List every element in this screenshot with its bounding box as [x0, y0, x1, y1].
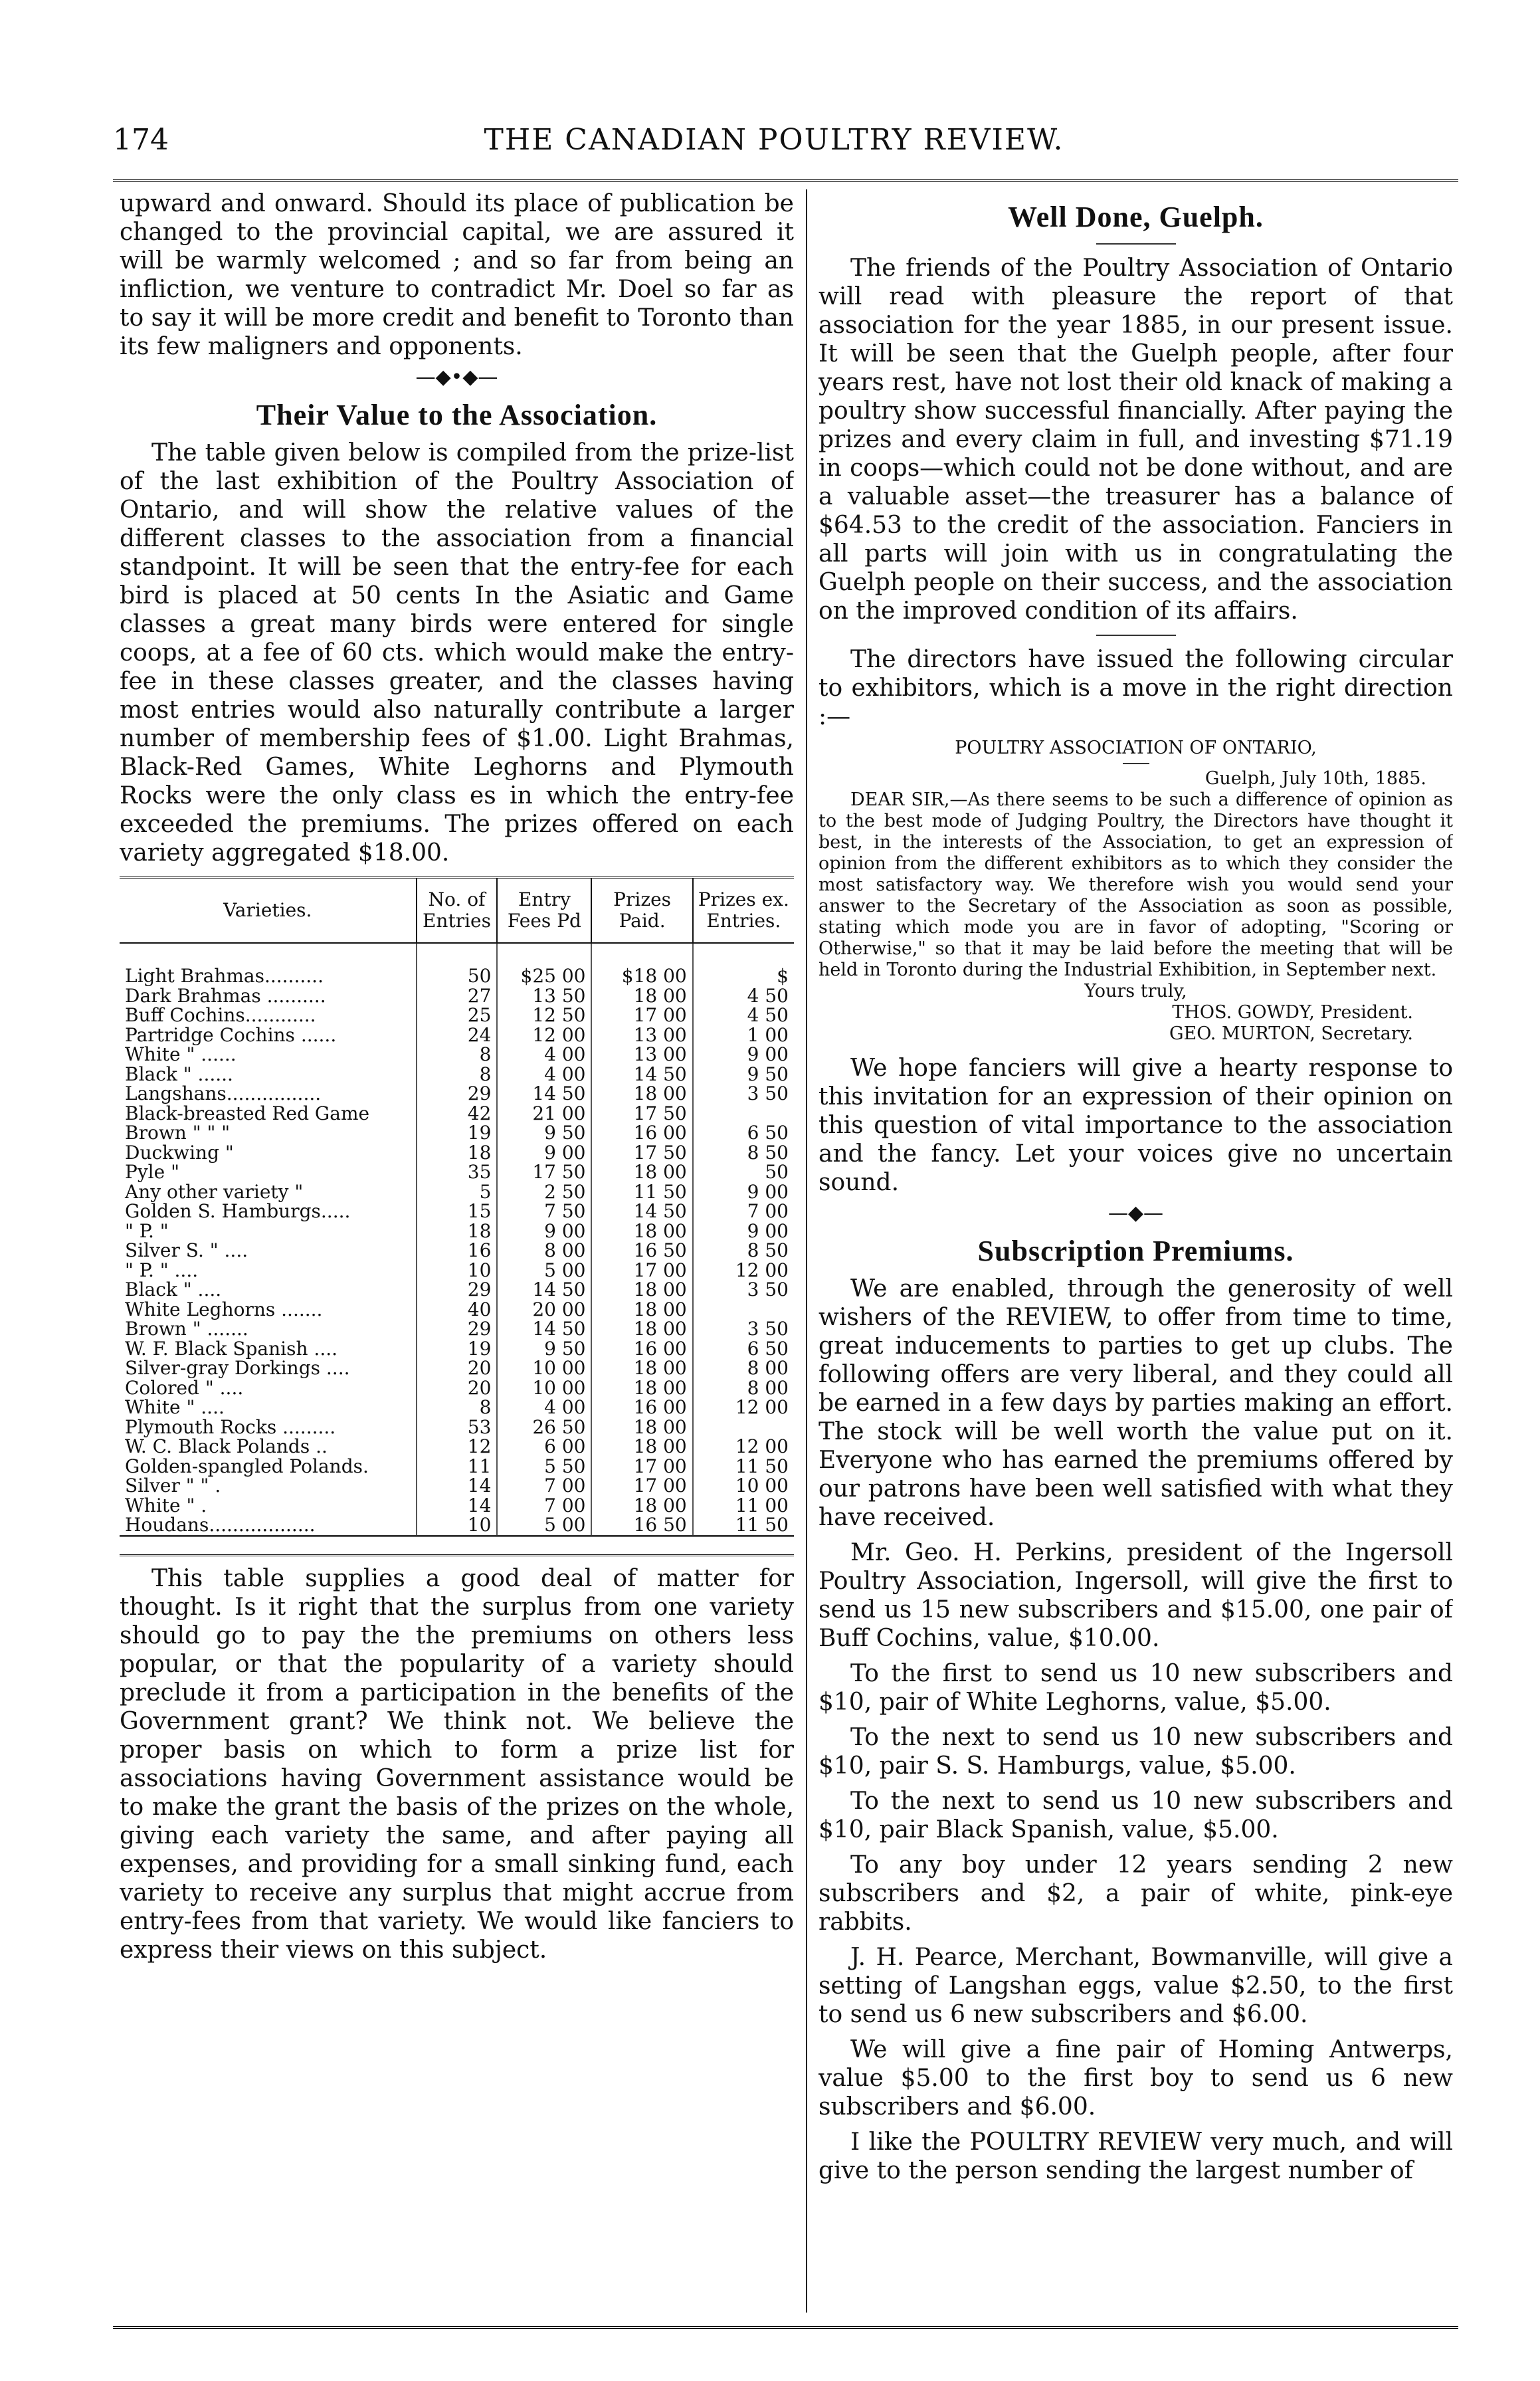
excess-cell: 10 00 [693, 1476, 794, 1496]
prizes-cell: 18 00 [591, 1437, 692, 1457]
fees-cell: 21 00 [497, 1104, 591, 1124]
fees-cell: $25 00 [497, 943, 591, 986]
excess-cell: 4 50 [693, 1005, 794, 1025]
excess-cell: 8 00 [693, 1378, 794, 1398]
guelph-paragraph: The friends of the Poultry Association of Ontario will read with pleasure the report of that association for the year 1885, in our present issue. It will be seen that the Guelph people, after four years rest, have not lost their old knack of making a poultry show successful financially. After paying the prizes and every claim in full, and investing $71.19 in coops—which could not be done without, and are a valuable asset—the treasurer has a balance of $64.53 to the credit of the association. Fanciers in all parts will join with us in congratulating the Guelph people on their success, and the association on the improved condition of its affairs. [818, 255, 1453, 625]
excess-cell: 11 50 [693, 1457, 794, 1477]
fees-cell: 2 50 [497, 1182, 591, 1202]
entries-cell: 25 [417, 1005, 498, 1025]
premium-offer: Mr. Geo. H. Perkins, president of the Ingersoll Poultry Association, Ingersoll, will give the first to send us 15 new subscribers and $15.00, one pair of Buff Cochins, value, $10.00. [818, 1539, 1453, 1652]
table-row [120, 1005, 794, 1025]
prizes-cell: 18 00 [591, 1319, 692, 1339]
fees-cell: 4 00 [497, 1398, 591, 1417]
col-header-varieties: Varieties. [120, 878, 417, 944]
intro-paragraph: upward and onward. Should its place of publication be changed to the provincial capital, we are assured it will be warmly welcomed ; and so far from being an infliction, we venture to contradict Mr. Doel so far as to say it will be more credit and benefit to Toronto than its few maligners and opponents. [120, 190, 794, 360]
col-header-prizes: Prizes Paid. [591, 878, 692, 944]
prizes-cell: 17 00 [591, 1005, 692, 1025]
entries-cell: 27 [417, 986, 498, 1006]
entries-cell: 8 [417, 1065, 498, 1085]
excess-cell: 9 00 [693, 1182, 794, 1202]
entries-cell: 19 [417, 1123, 498, 1143]
entries-cell: 11 [417, 1457, 498, 1477]
excess-cell: 3 50 [693, 1280, 794, 1300]
variety-cell: Langshans................ [125, 1083, 322, 1105]
excess-cell: 3 50 [693, 1319, 794, 1339]
fees-cell: 5 00 [497, 1515, 591, 1536]
table-row [120, 1123, 794, 1143]
signature-secretary: GEO. MURTON, Secretary. [1169, 1023, 1413, 1044]
table-row [120, 1280, 794, 1300]
variety-cell: Buff Cochins............ [125, 1004, 316, 1027]
fees-cell: 14 50 [497, 1280, 591, 1300]
entries-cell: 15 [417, 1201, 498, 1221]
fees-cell: 13 50 [497, 986, 591, 1006]
variety-cell: Brown " ....... [125, 1318, 248, 1340]
variety-cell: Golden S. Hamburgs..... [125, 1200, 351, 1223]
article-heading-value: Their Value to the Association. [256, 399, 658, 431]
short-rule [1123, 763, 1149, 764]
excess-cell: 9 00 [693, 1045, 794, 1065]
prizes-cell: 16 50 [591, 1515, 692, 1536]
variety-cell: Silver-gray Dorkings .... [125, 1357, 350, 1380]
excess-cell: 1 00 [693, 1025, 794, 1045]
variety-cell: Colored " .... [125, 1376, 244, 1399]
premium-offer: To the next to send us 10 new subscribers and $10, pair Black Spanish, value, $5.00. [818, 1788, 1453, 1843]
table-row [120, 1241, 794, 1261]
entries-cell: 53 [417, 1417, 498, 1437]
table-row [120, 1496, 794, 1516]
fees-cell: 6 00 [497, 1437, 591, 1457]
fees-cell: 9 00 [497, 1143, 591, 1163]
col-header-fees: Entry Fees Pd [497, 878, 591, 944]
entries-cell: 29 [417, 1280, 498, 1300]
entries-cell: 18 [417, 1221, 498, 1241]
entries-cell: 14 [417, 1476, 498, 1496]
entries-cell: 8 [417, 1398, 498, 1417]
prizes-cell: 17 00 [591, 1261, 692, 1281]
circular-date: Guelph, July 10th, 1885. [1204, 768, 1426, 789]
excess-cell: 9 50 [693, 1065, 794, 1085]
footer-rule [113, 2326, 1458, 2329]
circular-closing: Yours truly, [1084, 981, 1187, 1001]
short-rule [1096, 243, 1176, 245]
variety-cell: Black-breasted Red Game [125, 1102, 370, 1124]
running-title: THE CANADIAN POULTRY REVIEW. [484, 123, 1064, 157]
excess-cell: 8 50 [693, 1241, 794, 1261]
entries-cell: 10 [417, 1515, 498, 1536]
variety-cell: White " .... [125, 1396, 225, 1419]
excess-cell: 6 50 [693, 1123, 794, 1143]
variety-cell: W. C. Black Polands .. [125, 1435, 328, 1458]
excess-cell: 11 50 [693, 1515, 794, 1536]
table-row [120, 1065, 794, 1085]
variety-cell: Golden-spangled Polands. [125, 1455, 369, 1477]
circular-letter [818, 738, 1453, 1045]
prizes-cell: 16 50 [591, 1241, 692, 1261]
fees-cell: 4 00 [497, 1045, 591, 1065]
variety-cell: Silver " " . [125, 1475, 221, 1497]
table-row [120, 1319, 794, 1339]
table-row [120, 986, 794, 1006]
section-ornament: —◆•◆— [415, 365, 498, 389]
premium-offer: We will give a fine pair of Homing Antwerps, value $5.00 to the first boy to send us 6 new subscribers and $6.00. [818, 2036, 1453, 2121]
entries-cell: 24 [417, 1025, 498, 1045]
fees-cell: 8 00 [497, 1241, 591, 1261]
fees-cell: 9 50 [497, 1339, 591, 1359]
excess-cell: 9 00 [693, 1221, 794, 1241]
table-row [120, 1378, 794, 1398]
variety-cell: " P. " [125, 1219, 169, 1242]
prizes-cell: 18 00 [591, 1358, 692, 1378]
entries-cell: 8 [417, 1045, 498, 1065]
prizes-cell: 18 00 [591, 1300, 692, 1320]
premium-offer: To any boy under 12 years sending 2 new subscribers and $2, a pair of white, pink-eye rabbits. [818, 1851, 1453, 1936]
variety-cell: Light Brahmas.......... [125, 965, 324, 987]
excess-cell [693, 1417, 794, 1437]
fees-cell: 5 50 [497, 1457, 591, 1477]
variety-cell: Dark Brahmas .......... [125, 984, 326, 1007]
column-divider [806, 189, 807, 2313]
prizes-cell: 18 00 [591, 1162, 692, 1182]
premiums-intro: We are enabled, through the generosity of well wishers of the REVIEW, to offer from time to time, great inducements to parties to get up clubs. The following offers are very liberal, and they could all be earned in a few days by parties making an effort. The stock will be well worth the value put on it. Everyone who has earned the premiums offered by our patrons have been well satisfied with what they have received. [818, 1275, 1453, 1531]
table-row [120, 1045, 794, 1065]
excess-cell: 12 00 [693, 1261, 794, 1281]
variety-cell: Black " ...... [125, 1063, 233, 1085]
thought-paragraph: This table supplies a good deal of matter for thought. Is it right that the surplus from one variety should go to pay the the premiums on others less popular, or that the popularity of a variety should preclude it from a participation in the benefits of the Government grant? We think not. We believe the proper basis on which to form a prize list for associations having Government assistance would be to make the grant the basis of the prizes on the whole, giving each variety the same, and after paying all expenses, and providing for a small sinking fund, each variety to receive any surplus that might accrue from entry-fees from that variety. We would like fanciers to express their views on this subject. [120, 1564, 794, 1964]
entries-cell: 20 [417, 1358, 498, 1378]
prizes-cell: 18 00 [591, 1378, 692, 1398]
article-heading-premiums: Subscription Premiums. [977, 1235, 1294, 1267]
excess-cell [693, 1300, 794, 1320]
excess-cell: 4 50 [693, 986, 794, 1006]
variety-cell: White Leghorns ....... [125, 1298, 323, 1320]
excess-cell: $ [693, 943, 794, 986]
entries-cell: 35 [417, 1162, 498, 1182]
table-row [120, 1398, 794, 1417]
entries-cell: 50 [417, 943, 498, 986]
variety-cell: White " . [125, 1494, 207, 1516]
entries-cell: 14 [417, 1496, 498, 1516]
entries-cell: 40 [417, 1300, 498, 1320]
fees-cell: 12 50 [497, 1005, 591, 1025]
prizes-cell: 18 00 [591, 986, 692, 1006]
fees-cell: 4 00 [497, 1065, 591, 1085]
premium-offer: J. H. Pearce, Merchant, Bowmanville, will give a setting of Langshan eggs, value $2.50, to the first to send us 6 new subscribers and $6.00. [818, 1944, 1453, 2028]
fees-cell: 14 50 [497, 1319, 591, 1339]
circular-intro: The directors have issued the following circular to exhibitors, which is a move in the right direction :— [818, 646, 1453, 730]
variety-cell: Plymouth Rocks ......... [125, 1415, 336, 1438]
excess-cell: 12 00 [693, 1398, 794, 1417]
fees-cell: 26 50 [497, 1417, 591, 1437]
excess-cell: 12 00 [693, 1437, 794, 1457]
signature-president: THOS. GOWDY, President. [1172, 1002, 1413, 1023]
table-row [120, 1182, 794, 1202]
variety-cell: Brown " " " [125, 1122, 231, 1144]
fees-cell: 7 00 [497, 1476, 591, 1496]
table-body [120, 943, 794, 1536]
table-row [120, 1515, 794, 1536]
prizes-cell: 16 00 [591, 1398, 692, 1417]
prizes-cell: 17 00 [591, 1476, 692, 1496]
excess-cell: 6 50 [693, 1339, 794, 1359]
prizes-cell: $18 00 [591, 943, 692, 986]
variety-cell: Black " .... [125, 1279, 222, 1301]
entries-cell: 10 [417, 1261, 498, 1281]
prizes-cell: 18 00 [591, 1280, 692, 1300]
fees-cell: 9 50 [497, 1123, 591, 1143]
table-row [120, 1457, 794, 1477]
circular-title: POULTRY ASSOCIATION OF ONTARIO, [955, 738, 1317, 758]
table-row [120, 1221, 794, 1241]
section-ornament: —◆— [1107, 1201, 1164, 1225]
prizes-cell: 17 00 [591, 1457, 692, 1477]
excess-cell: 11 00 [693, 1496, 794, 1516]
fees-cell: 12 00 [497, 1025, 591, 1045]
table-row [120, 1143, 794, 1163]
variety-cell: Silver S. " .... [125, 1239, 248, 1262]
value-paragraph: The table given below is compiled from the prize-list of the last exhibition of the Poultry Association of Ontario, and will show the relative values of the different classes to the association from a financial standpoint. It will be seen that the entry-fee for each bird is placed at 50 cents In the Asiatic and Game classes a great many birds were entered for single coops, at a fee of 60 cts. which would make the entry-fee in these classes greater, and the classes having most entries would also naturally contribute a larger number of membership fees of $1.00. Light Brahmas, Black-Red Games, White Leghorns and Plymouth Rocks were the only class es in which the entry-fee exceeded the premiums. The prizes offered on each variety aggregated $18.00. [120, 439, 794, 867]
prizes-cell: 17 50 [591, 1104, 692, 1124]
response-paragraph: We hope fanciers will give a hearty response to this invitation for an expression of their opinion on this question of vital importance to the association and the fancy. Let your voices give no uncertain sound. [818, 1055, 1453, 1196]
excess-cell: 7 00 [693, 1201, 794, 1221]
entries-cell: 20 [417, 1378, 498, 1398]
prizes-cell: 14 50 [591, 1201, 692, 1221]
prizes-cell: 13 00 [591, 1025, 692, 1045]
variety-cell: Any other variety " [125, 1180, 304, 1203]
table-end-rule [120, 1554, 794, 1556]
entries-cell: 19 [417, 1339, 498, 1359]
table-row [120, 1261, 794, 1281]
right-column [818, 189, 1453, 2313]
prizes-cell: 16 00 [591, 1339, 692, 1359]
variety-cell: Houdans.................. [125, 1514, 316, 1536]
entries-cell: 29 [417, 1084, 498, 1104]
fees-cell: 10 00 [497, 1378, 591, 1398]
table-row [120, 943, 794, 986]
premium-offer: To the first to send us 10 new subscribers and $10, pair of White Leghorns, value, $5.00. [818, 1660, 1453, 1716]
short-rule [1096, 635, 1176, 636]
entries-cell: 18 [417, 1143, 498, 1163]
fees-cell: 10 00 [497, 1358, 591, 1378]
entries-cell: 29 [417, 1319, 498, 1339]
page-number: 174 [113, 123, 169, 157]
col-header-excess: Prizes ex. Entries. [693, 878, 794, 944]
variety-cell: W. F. Black Spanish .... [125, 1337, 338, 1360]
prizes-cell: 18 00 [591, 1084, 692, 1104]
table-row [120, 1201, 794, 1221]
table-row [120, 1437, 794, 1457]
excess-cell: 8 50 [693, 1143, 794, 1163]
variety-cell: White " ...... [125, 1043, 237, 1066]
left-column [120, 189, 794, 2313]
page-header [113, 116, 1435, 176]
entries-cell: 5 [417, 1182, 498, 1202]
fees-cell: 9 00 [497, 1221, 591, 1241]
prizes-cell: 18 00 [591, 1496, 692, 1516]
fees-cell: 7 50 [497, 1201, 591, 1221]
fees-cell: 14 50 [497, 1084, 591, 1104]
table-row [120, 1104, 794, 1124]
table-row [120, 1084, 794, 1104]
table-header-row [120, 878, 794, 944]
prizes-cell: 13 00 [591, 1045, 692, 1065]
table-row [120, 1339, 794, 1359]
excess-cell [693, 1104, 794, 1124]
entries-cell: 12 [417, 1437, 498, 1457]
table-row [120, 1358, 794, 1378]
circular-body: DEAR SIR,—As there seems to be such a difference of opinion as to the best mode of Judging Poultry, the Directors have thought it best, in the interests of the Association, to get an expression of opinion from the different exhibitors as to which they consider the most satisfactory way. We therefore wish you would send your answer to the Secretary of the Association as soon as possible, stating which mode you are in favor of adopting, "Scoring or Otherwise," so that it may be laid before the meeting that will be held in Toronto during the Industrial Exhibition, in September next. [818, 789, 1453, 980]
excess-cell: 3 50 [693, 1084, 794, 1104]
header-rule [113, 179, 1458, 182]
prizes-cell: 17 50 [591, 1143, 692, 1163]
table-row [120, 1300, 794, 1320]
excess-cell: 50 [693, 1162, 794, 1182]
table-row [120, 1025, 794, 1045]
prizes-cell: 14 50 [591, 1065, 692, 1085]
prizes-cell: 11 50 [591, 1182, 692, 1202]
col-header-entries: No. of Entries [417, 878, 498, 944]
fees-cell: 20 00 [497, 1300, 591, 1320]
premium-offer: I like the POULTRY REVIEW very much, and will give to the person sending the largest number of [818, 2128, 1453, 2184]
variety-cell: Partridge Cochins ...... [125, 1023, 337, 1046]
entries-cell: 42 [417, 1104, 498, 1124]
excess-cell: 8 00 [693, 1358, 794, 1378]
fees-cell: 5 00 [497, 1261, 591, 1281]
fees-cell: 17 50 [497, 1162, 591, 1182]
premium-offer: To the next to send us 10 new subscribers and $10, pair S. S. Hamburgs, value, $5.00. [818, 1724, 1453, 1780]
table-row [120, 1162, 794, 1182]
varieties-table [120, 877, 794, 1537]
prizes-cell: 18 00 [591, 1417, 692, 1437]
variety-cell: " P. " .... [125, 1259, 199, 1281]
article-heading-guelph: Well Done, Guelph. [1008, 201, 1264, 233]
table-row [120, 1476, 794, 1496]
entries-cell: 16 [417, 1241, 498, 1261]
table-row [120, 1417, 794, 1437]
fees-cell: 7 00 [497, 1496, 591, 1516]
variety-cell: Pyle " [125, 1161, 179, 1184]
variety-cell: Duckwing " [125, 1141, 234, 1164]
prizes-cell: 18 00 [591, 1221, 692, 1241]
prizes-cell: 16 00 [591, 1123, 692, 1143]
